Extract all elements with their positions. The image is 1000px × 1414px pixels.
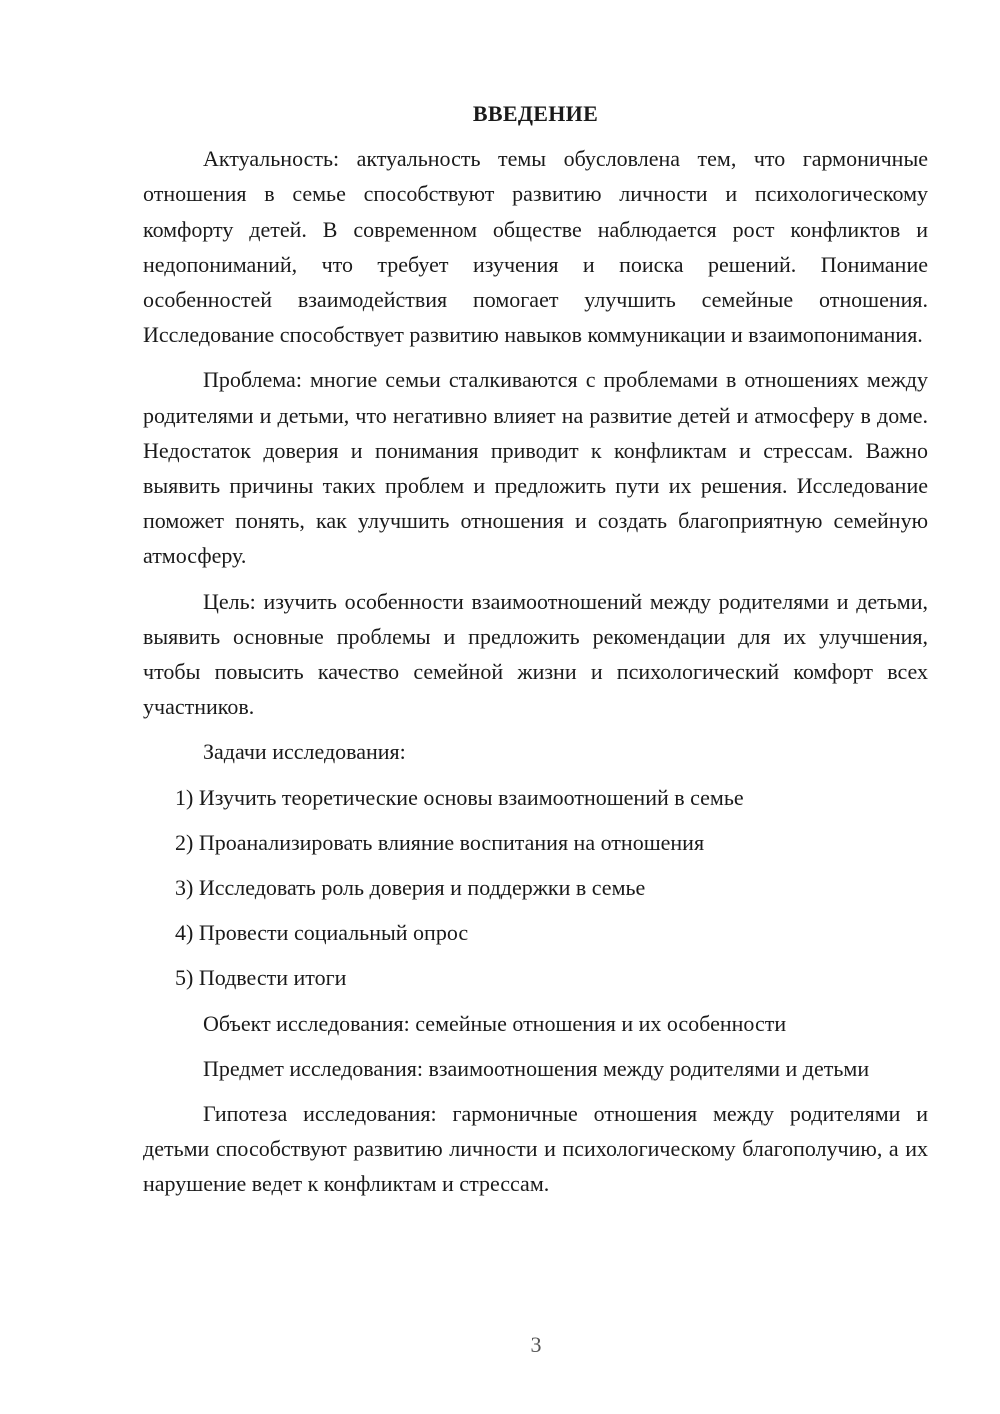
list-item: 3) Исследовать роль доверия и поддержки в семье [175,875,646,901]
paragraph-subject: Предмет исследования: взаимоотношения между родителями и детьми [203,1055,870,1081]
paragraph-problem: Проблема: многие семьи сталкиваются с проблемами в отношениях между родителями и детьми, что негативно влияет на развитие детей и атмосферу в доме. Недостаток доверия и понимания приводит к конфликтам и стрессам. Важно выявить причины таких проблем и предложить пути их решения. Исследование поможет понять, как улучшить отношения и создать благоприятную семейную атмосферу. [143,367,928,569]
page-title: ВВЕДЕНИЕ [472,101,599,126]
page-number: 3 [530,1332,542,1357]
paragraph-object: Объект исследования: семейные отношения и их особенности [203,1010,787,1036]
list-item: 5) Подвести итоги [175,965,347,991]
tasks-list [143,780,928,996]
tasks-heading: Задачи исследования: [203,739,406,765]
paragraph-goal: Цель: изучить особенности взаимоотношений между родителями и детьми, выявить основные проблемы и предложить рекомендации для их улучшения, чтобы повысить качество семейной жизни и психологический комфорт всех участников. [143,588,928,720]
paragraph-relevance: Актуальность: актуальность темы обусловлена тем, что гармоничные отношения в семье способствуют развитию личности и психологическому комфорту детей. В современном обществе наблюдается рост конфликтов и недопониманий, что требует изучения и поиска решений. Понимание особенностей взаимодействия помогает улучшить семейные отношения. Исследование способствует развитию навыков коммуникации и взаимопонимания. [143,146,928,348]
page-content [143,96,928,1212]
list-item: 4) Провести социальный опрос [175,920,469,946]
list-item: 2) Проанализировать влияние воспитания на отношения [175,829,705,855]
list-item: 1) Изучить теоретические основы взаимоотношений в семье [175,784,744,810]
paragraph-hypothesis: Гипотеза исследования: гармоничные отношения между родителями и детьми способствуют развитию личности и психологическому благополучию, а их нарушение ведет к конфликтам и стрессам. [143,1101,928,1197]
